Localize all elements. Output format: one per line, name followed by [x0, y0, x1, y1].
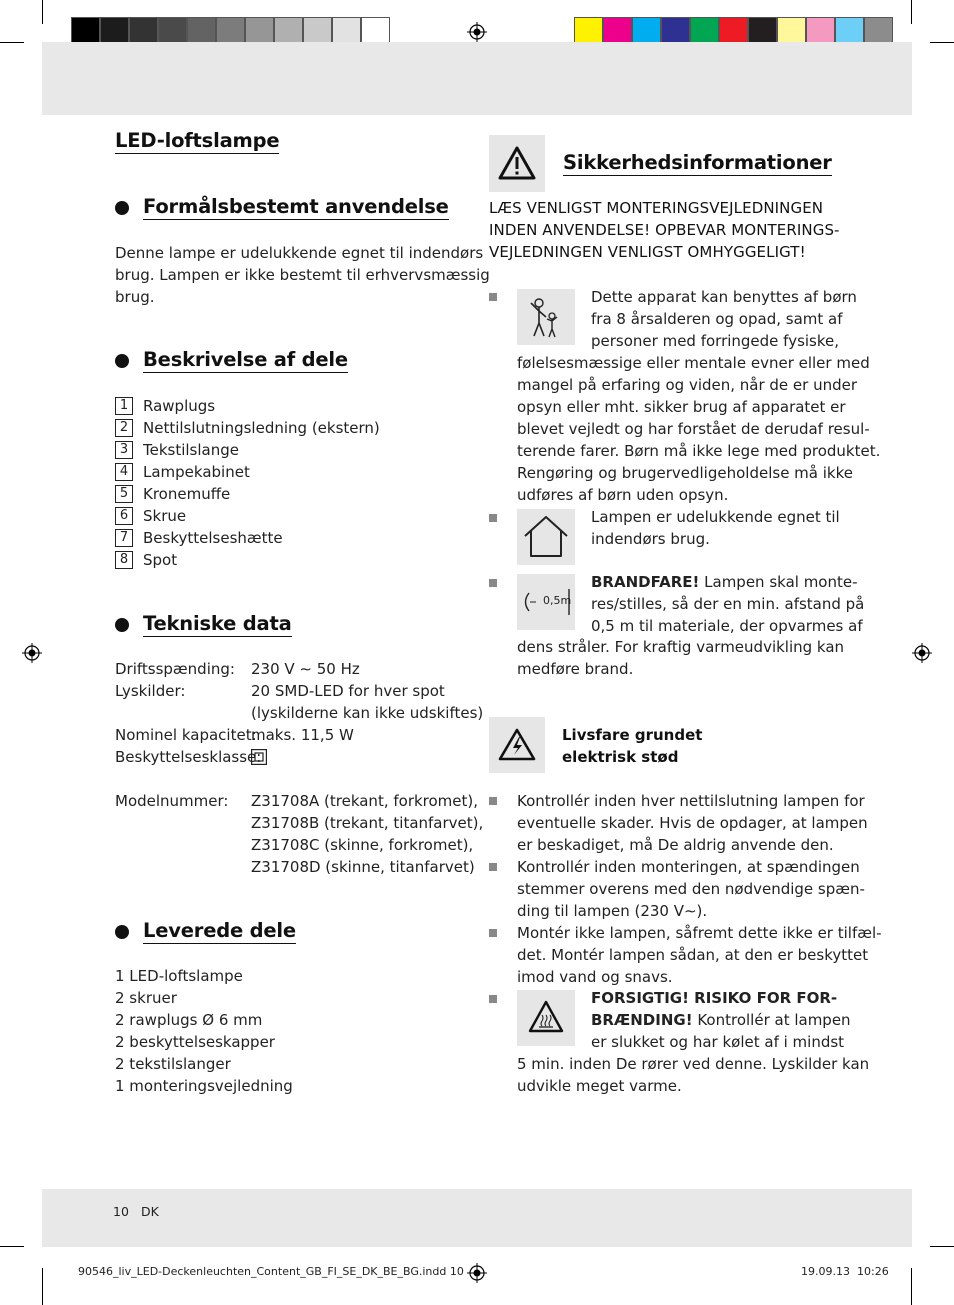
fire-line-1 — [591, 571, 858, 593]
protection-class-ii-icon — [251, 749, 267, 765]
section-bullet-icon — [115, 925, 129, 939]
section-bullet-icon — [115, 201, 129, 215]
list-bullet-icon — [489, 514, 497, 522]
text-line: 0,5 m til materiale, der opvarmes af — [591, 617, 863, 635]
text-line: Kontrollér inden hver nettilslutning lampen for — [517, 792, 865, 810]
text-line: blevet vejledt og har forstået de derudaf resul- — [517, 420, 870, 438]
registration-mark-icon — [912, 643, 932, 663]
voltage-value: 230 V ∼ 50 Hz — [251, 660, 360, 678]
shock-icon-box — [489, 717, 545, 773]
text-line: er slukket og har kølet af i mindst — [591, 1033, 845, 1051]
model-list — [251, 790, 483, 878]
delivery-heading: Leverede dele — [143, 919, 296, 942]
crop-mark — [911, 1268, 912, 1305]
text-line: opsyn eller mht. sikker brug af apparatet er — [517, 398, 846, 416]
part-item — [115, 417, 380, 439]
text-line: det. Montér lampen sådan, at den er beskyttet — [517, 946, 869, 964]
text-line: Denne lampe er udelukkende egnet til indendørs — [115, 244, 484, 262]
part-label: Skrue — [143, 507, 187, 525]
text-line: 5 min. inden De rører ved denne. Lyskilder kan — [517, 1055, 870, 1073]
part-label: Nettilslutningsledning (ekstern) — [143, 419, 380, 437]
file-name: 90546_liv_LED-Deckenleuchten_Content_GB_FI_SE_DK_BE_BG.indd 10 — [78, 1265, 464, 1278]
print-time: 10:26 — [857, 1265, 889, 1278]
fire-warning-label: BRANDFARE! — [591, 573, 700, 591]
text-line: udføres af børn uden opsyn. — [517, 486, 729, 504]
part-label: Beskyttelseshætte — [143, 529, 283, 547]
model-number: Z31708D (skinne, titanfarvet) — [251, 858, 475, 876]
section-bullet-icon — [115, 618, 129, 632]
text-line: stemmer overens med den nødvendige spæn- — [517, 880, 865, 898]
fire-side-text — [591, 593, 864, 637]
part-number: 3 — [115, 441, 133, 459]
part-number: 4 — [115, 463, 133, 481]
part-item — [115, 483, 380, 505]
list-bullet-icon — [489, 929, 497, 937]
part-number: 7 — [115, 529, 133, 547]
text-line: indendørs brug. — [591, 530, 710, 548]
text-line: Livsfare grundet — [562, 726, 703, 744]
text-line: Kontrollér at lampen — [692, 1011, 851, 1029]
intended-use-text — [115, 242, 490, 308]
part-number: 1 — [115, 397, 133, 415]
text-line: er beskadiget, må De aldrig anvende den. — [517, 836, 834, 854]
text-line: INDEN ANVENDELSE! OPBEVAR MONTERINGS- — [489, 221, 840, 239]
list-item: 2 rawplugs Ø 6 mm — [115, 1011, 263, 1029]
list-bullet-icon — [489, 863, 497, 871]
power-label: Nominel kapacitet: — [115, 726, 257, 744]
safety-intro — [489, 197, 840, 263]
voltage-label: Driftsspænding: — [115, 660, 235, 678]
text-line: eventuelle skader. Hvis de opdager, at lampen — [517, 814, 868, 832]
part-item — [115, 395, 380, 417]
indoor-icon-box — [517, 509, 575, 565]
language-code: DK — [141, 1204, 159, 1219]
intended-use-heading: Formålsbestemt anvendelse — [143, 195, 449, 218]
part-label: Rawplugs — [143, 397, 216, 415]
text-line: følelsesmæssige eller mentale evner eller med — [517, 354, 870, 372]
text-line: VEJLEDNINGEN VENLIGST OMHYGGELIGT! — [489, 243, 806, 261]
text-line: mangel på erfaring og viden, når de er under — [517, 376, 858, 394]
text-line: Lampen er udelukkende egnet til — [591, 508, 840, 526]
delivery-list — [115, 965, 293, 1097]
part-number: 5 — [115, 485, 133, 503]
header-band — [42, 42, 912, 115]
burn-warning-label: BRÆNDING! — [591, 1011, 693, 1029]
text-line: ding til lampen (230 V∼). — [517, 902, 708, 920]
part-number: 6 — [115, 507, 133, 525]
text-line: elektrisk stød — [562, 748, 679, 766]
crop-mark — [42, 1268, 43, 1305]
children-text — [517, 352, 880, 506]
text-line: udvikle meget varme. — [517, 1077, 682, 1095]
list-item — [489, 856, 882, 922]
text-line: Rengøring og brugervedligeholdelse må ikke — [517, 464, 853, 482]
part-item — [115, 439, 380, 461]
tech-heading: Tekniske data — [143, 612, 292, 635]
warning-triangle-icon — [489, 135, 545, 192]
product-title: LED-loftslampe — [115, 129, 280, 152]
list-item: 2 beskyttelseskapper — [115, 1033, 275, 1051]
electric-shock-icon — [489, 717, 545, 773]
print-date: 19.09.13 — [801, 1265, 850, 1278]
model-number: Z31708C (skinne, forkromet), — [251, 836, 474, 854]
shock-bullet-list — [489, 790, 882, 988]
list-bullet-icon — [489, 293, 497, 301]
warning-icon-box — [489, 135, 545, 192]
text-line: Lampen skal monte- — [699, 573, 858, 591]
hot-surface-icon-box — [517, 990, 575, 1046]
crop-mark — [930, 1246, 954, 1247]
light-note: (lyskilderne kan ikke udskiftes) — [251, 704, 484, 722]
crop-mark — [0, 42, 24, 43]
text-line: Montér ikke lampen, såfremt dette ikke er tilfæl- — [517, 924, 882, 942]
text-line: LÆS VENLIGST MONTERINGSVEJLEDNINGEN — [489, 199, 824, 217]
light-value: 20 SMD-LED for hver spot — [251, 682, 445, 700]
power-value: maks. 11,5 W — [251, 726, 354, 744]
burn-warning — [591, 987, 851, 1053]
registration-mark-icon — [467, 1263, 487, 1283]
text-line: res/stilles, så der en min. afstand på — [591, 595, 865, 613]
text-line: imod vand og snavs. — [517, 968, 673, 986]
text-line: Dette apparat kan benyttes af børn — [591, 288, 857, 306]
section-bullet-icon — [115, 354, 129, 368]
list-item: 1 LED-loftslampe — [115, 967, 243, 985]
list-bullet-icon — [489, 995, 497, 1003]
children-icon-box — [517, 289, 575, 345]
list-bullet-icon — [489, 579, 497, 587]
crop-mark — [930, 42, 954, 43]
model-number: Z31708B (trekant, titanfarvet), — [251, 814, 484, 832]
burn-warning-label: FORSIGTIG! RISIKO FOR FOR- — [591, 989, 838, 1007]
safety-heading: Sikkerhedsinformationer — [563, 151, 832, 174]
text-line: dens stråler. For kraftig varmeudvikling kan — [517, 638, 845, 656]
model-number: Z31708A (trekant, forkromet), — [251, 792, 479, 810]
part-label: Tekstilslange — [143, 441, 239, 459]
text-line: personer med forringede fysiske, — [591, 332, 840, 350]
text-line: brug. — [115, 288, 155, 306]
footer-band — [42, 1189, 912, 1247]
hot-surface-icon — [517, 990, 575, 1046]
text-line: brug. Lampen er ikke bestemt til erhvervsmæssig — [115, 266, 490, 284]
list-item — [489, 922, 882, 988]
parts-list — [115, 395, 380, 571]
burn-text — [517, 1053, 869, 1097]
child-adult-icon — [517, 289, 575, 345]
text-line: terende farer. Børn må ikke lege med produktet. — [517, 442, 881, 460]
registration-mark-icon — [22, 643, 42, 663]
list-item: 2 tekstilslanger — [115, 1055, 231, 1073]
text-line: medføre brand. — [517, 660, 634, 678]
distance-label: 0,5m — [543, 594, 572, 607]
part-item — [115, 461, 380, 483]
crop-mark — [42, 0, 43, 24]
indoor-text — [591, 506, 840, 550]
distance-icon-box — [517, 574, 575, 630]
list-bullet-icon — [489, 797, 497, 805]
registration-mark-icon — [467, 22, 487, 42]
page-number: 10 — [113, 1204, 129, 1219]
part-label: Kronemuffe — [143, 485, 231, 503]
part-item — [115, 505, 380, 527]
crop-mark — [911, 0, 912, 24]
model-label: Modelnummer: — [115, 792, 229, 810]
parts-heading: Beskrivelse af dele — [143, 348, 348, 371]
shock-heading — [562, 724, 702, 768]
fire-text — [517, 636, 844, 680]
house-icon — [517, 509, 575, 565]
text-line: Kontrollér inden monteringen, at spændingen — [517, 858, 860, 876]
part-label: Spot — [143, 551, 178, 569]
text-line: fra 8 årsalderen og opad, samt af — [591, 310, 843, 328]
list-item — [489, 790, 882, 856]
list-item: 1 monteringsvejledning — [115, 1077, 293, 1095]
part-number: 8 — [115, 551, 133, 569]
part-item — [115, 549, 380, 571]
children-side-text — [591, 286, 857, 352]
crop-mark — [0, 1246, 24, 1247]
part-item — [115, 527, 380, 549]
part-label: Lampekabinet — [143, 463, 250, 481]
light-label: Lyskilder: — [115, 682, 186, 700]
part-number: 2 — [115, 419, 133, 437]
list-item: 2 skruer — [115, 989, 177, 1007]
protection-label: Beskyttelsesklasse: — [115, 748, 262, 766]
